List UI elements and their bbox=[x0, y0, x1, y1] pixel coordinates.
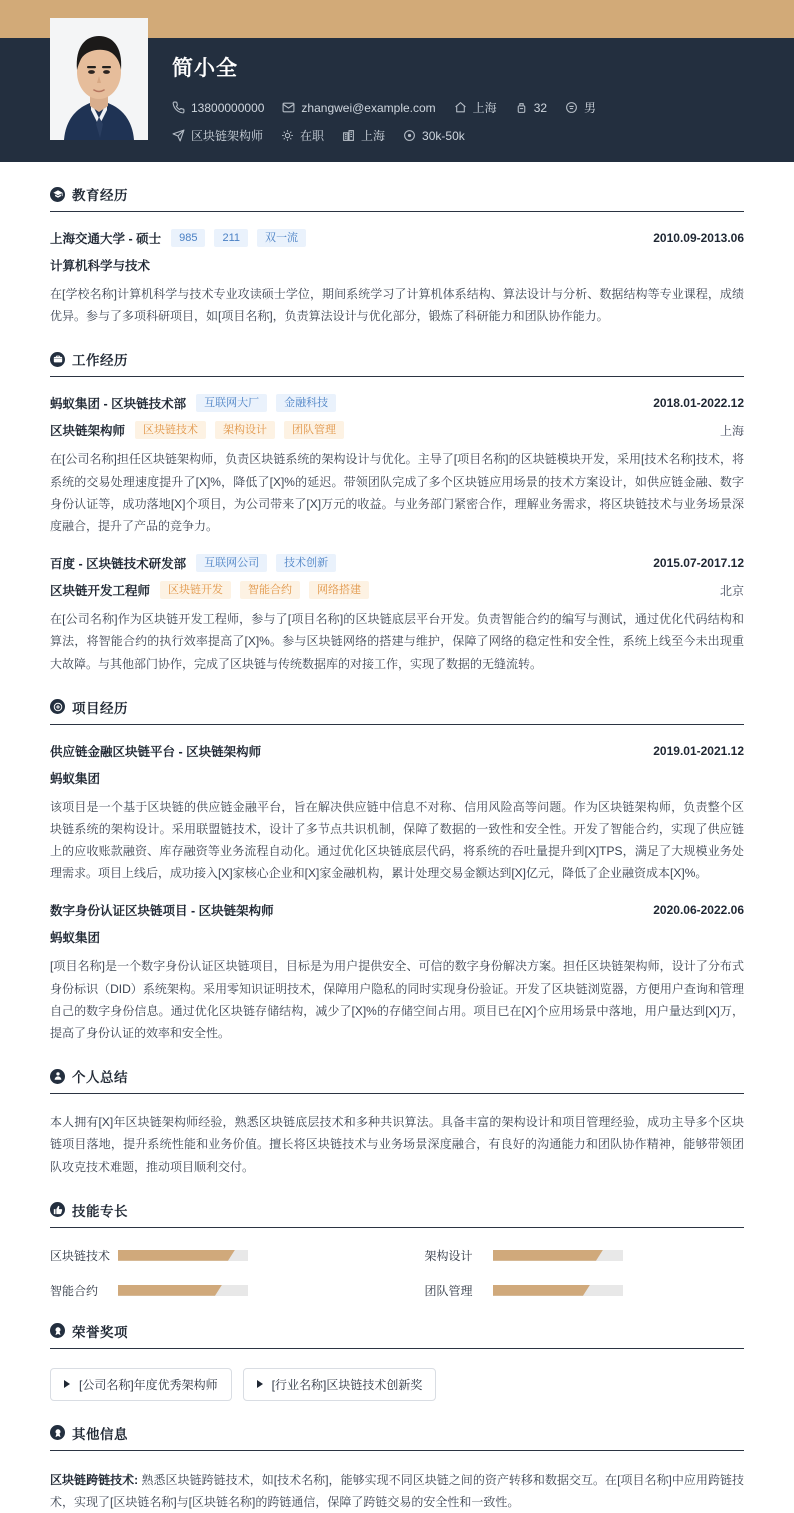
skill-bar-fill bbox=[118, 1250, 235, 1261]
project-entry-head bbox=[50, 901, 744, 919]
project-entry-head bbox=[50, 742, 744, 760]
project-date: 2019.01-2021.12 bbox=[653, 743, 744, 758]
meta-status bbox=[281, 127, 324, 144]
work-role-line bbox=[50, 581, 744, 599]
work-role-line bbox=[50, 421, 744, 439]
header-text-block bbox=[172, 52, 764, 155]
work-entry bbox=[50, 394, 744, 537]
work-company-tag: 技术创新 bbox=[276, 554, 336, 572]
skill-bar-track bbox=[118, 1250, 248, 1261]
award-icon bbox=[50, 1323, 65, 1338]
person-icon bbox=[50, 1069, 65, 1084]
resume-header bbox=[0, 38, 794, 162]
salary-icon bbox=[403, 129, 416, 142]
play-triangle-icon bbox=[257, 1380, 263, 1388]
skill-row bbox=[50, 1247, 370, 1264]
meta-hometown bbox=[454, 99, 497, 116]
phone-icon bbox=[172, 101, 185, 114]
education-entry bbox=[50, 229, 744, 327]
play-triangle-icon bbox=[64, 1380, 70, 1388]
skill-bar-fill bbox=[493, 1285, 591, 1296]
skill-bar-track bbox=[493, 1285, 623, 1296]
project-entry bbox=[50, 742, 744, 885]
work-company: 百度 - 区块链技术研发部 bbox=[50, 557, 187, 572]
section-projects-header bbox=[50, 697, 744, 725]
meta-phone-text: 13800000000 bbox=[191, 100, 265, 115]
work-location: 北京 bbox=[719, 583, 744, 598]
meta-age bbox=[515, 101, 547, 115]
meta-email-text: zhangwei@example.com bbox=[301, 100, 436, 115]
education-major: 计算机科学与技术 bbox=[50, 259, 151, 273]
section-education bbox=[50, 184, 744, 327]
section-honors bbox=[50, 1321, 744, 1401]
work-location: 上海 bbox=[719, 423, 744, 438]
work-company-tag: 互联网公司 bbox=[196, 554, 267, 572]
thumbs-up-icon bbox=[50, 1202, 65, 1217]
honor-chip[interactable] bbox=[50, 1368, 232, 1401]
project-org: 蚂蚁集团 bbox=[50, 771, 101, 786]
send-icon bbox=[172, 129, 185, 142]
work-entry-head bbox=[50, 554, 744, 572]
section-skills-title: 技能专长 bbox=[72, 1203, 128, 1219]
section-work-title: 工作经历 bbox=[72, 353, 128, 369]
gender-icon bbox=[565, 101, 578, 114]
meta-age-text: 32 bbox=[533, 100, 548, 115]
resume-body bbox=[0, 184, 794, 1513]
skill-label: 智能合约 bbox=[50, 1283, 99, 1298]
section-work-header bbox=[50, 349, 744, 377]
honors-list bbox=[50, 1368, 744, 1401]
section-summary bbox=[50, 1066, 744, 1178]
education-entry-head bbox=[50, 229, 744, 247]
graduation-cap-icon bbox=[50, 187, 65, 202]
email-icon bbox=[282, 101, 295, 114]
summary-entry bbox=[50, 1111, 744, 1178]
project-date: 2020.06-2022.06 bbox=[653, 903, 744, 918]
meta-city-text: 上海 bbox=[361, 129, 386, 143]
contact-meta-row-1 bbox=[172, 99, 764, 116]
page-title: 简小全 bbox=[172, 57, 238, 80]
skill-bar-track bbox=[493, 1250, 623, 1261]
work-description: 在[公司名称]作为区块链开发工程师，参与了[项目名称]的区块链底层平台开发。负责智能合约的编写与测试，通过优化代码结构和算法，将智能合约的执行效率提高了[X]%。参与区块链网络的搭建与维护，保障了网络的稳定性和安全性，系统上线至今未出现重大故障。与其他部门协作，完成了区块链与传统数据库的对接工作，实现了数据的无缝流转。 bbox=[50, 612, 744, 671]
section-other-header bbox=[50, 1423, 744, 1451]
section-education-header bbox=[50, 184, 744, 212]
meta-gender-text: 男 bbox=[584, 101, 597, 115]
age-icon bbox=[515, 101, 528, 114]
info-icon bbox=[50, 1425, 65, 1440]
section-other bbox=[50, 1423, 744, 1513]
meta-position-text: 区块链架构师 bbox=[191, 129, 264, 143]
project-entry bbox=[50, 901, 744, 1044]
project-title: 供应链金融区块链平台 - 区块链架构师 bbox=[50, 744, 262, 759]
project-description: 该项目是一个基于区块链的供应链金融平台，旨在解决供应链中信息不对称、信用风险高等问题。作为区块链架构师，负责整个区块链系统的架构设计。采用联盟链技术，设计了多节点共识机制，保障了数据的一致性和安全性。开发了智能合约，实现了供应链上的应收账款融资、库存融资等业务流程自动化。通过优化区块链底层代码，将系统的吞吐量提升到[X]TPS，满足了大规模业务处理需求。项目上线后，成功接入[X]家核心企业和[X]家金融机构，累计处理交易金额达到[X]亿元，降低了企业融资成本[X]%。 bbox=[50, 799, 744, 881]
meta-status-text: 在职 bbox=[300, 129, 325, 143]
honor-chip[interactable] bbox=[243, 1368, 437, 1401]
work-date: 2015.07-2017.12 bbox=[653, 556, 744, 571]
section-projects bbox=[50, 697, 744, 1045]
meta-position bbox=[172, 127, 263, 144]
skill-row bbox=[50, 1282, 370, 1299]
education-date: 2010.09-2013.06 bbox=[653, 231, 744, 245]
section-education-title: 教育经历 bbox=[72, 188, 128, 203]
section-work bbox=[50, 349, 744, 674]
skill-row bbox=[425, 1282, 745, 1299]
work-skill-tag: 区块链技术 bbox=[135, 421, 206, 439]
section-projects-title: 项目经历 bbox=[72, 700, 128, 716]
project-description: [项目名称]是一个数字身份认证区块链项目，目标是为用户提供安全、可信的数字身份解决方案。担任区块链架构师，设计了分布式身份标识（DID）系统架构。采用零知识证明技术，保障用户隐私的同时实现身份验证。开发了区块链浏览器，方便用户查询和管理自己的数字身份信息。通过优化区块链存储结构，减少了[X]%的存储空间占用。项目已在[X]个应用场景中落地，用户量达到[X]万，提高了身份认证的效率和安全性。 bbox=[50, 959, 744, 1040]
skill-label: 架构设计 bbox=[424, 1248, 473, 1263]
other-item-label: 区块链跨链技术: bbox=[50, 1472, 139, 1487]
education-tag: 985 bbox=[171, 229, 205, 247]
education-school: 上海交通大学 - 硕士 bbox=[50, 232, 162, 246]
home-icon bbox=[454, 101, 467, 114]
work-company-tag: 互联网大厂 bbox=[196, 394, 267, 412]
work-entry bbox=[50, 554, 744, 675]
summary-text: 本人拥有[X]年区块链架构师经验，熟悉区块链底层技术和多种共识算法。具备丰富的架构设计和项目管理经验，成功主导多个区块链项目落地，提升系统性能和业务价值。擅长将区块链技术与业务场景深度融合，有良好的沟通能力和团队协作精神，能够带领团队攻克技术难题，推动项目顺利交付。 bbox=[50, 1115, 744, 1174]
work-skill-tag: 智能合约 bbox=[240, 581, 300, 599]
section-skills-header bbox=[50, 1200, 744, 1228]
project-icon bbox=[50, 699, 65, 714]
work-date: 2018.01-2022.12 bbox=[653, 396, 744, 411]
honor-chip-label: [行业名称]区块链技术创新奖 bbox=[271, 1377, 423, 1392]
work-company: 蚂蚁集团 - 区块链技术部 bbox=[50, 397, 187, 412]
project-org: 蚂蚁集团 bbox=[50, 931, 101, 946]
work-description: 在[公司名称]担任区块链架构师，负责区块链系统的架构设计与优化。主导了[项目名称]的区块链模块开发，采用[技术名称]技术，将系统的交易处理速度提升了[X]%，降低了[X]%的延迟。带领团队完成了多个区块链应用场景的技术方案设计，如供应链金融、数字身份认证等，成功落地[X]个项目，为公司带来了[X]万元的收益。与业务部门紧密合作，理解业务需求，将区块链技术与业务场景深度融合，提升了产品的竞争力。 bbox=[50, 452, 744, 533]
meta-salary bbox=[403, 129, 465, 143]
meta-city bbox=[342, 127, 385, 144]
project-title: 数字身份认证区块链项目 - 区块链架构师 bbox=[50, 904, 274, 919]
work-role: 区块链架构师 bbox=[50, 424, 126, 439]
section-other-title: 其他信息 bbox=[72, 1426, 128, 1442]
city-icon bbox=[342, 129, 355, 142]
section-honors-title: 荣誉奖项 bbox=[72, 1324, 128, 1340]
section-summary-header bbox=[50, 1066, 744, 1094]
skill-label: 团队管理 bbox=[424, 1283, 473, 1298]
section-skills bbox=[50, 1200, 744, 1299]
work-role: 区块链开发工程师 bbox=[50, 584, 151, 599]
contact-meta-row-2 bbox=[172, 127, 764, 144]
skill-bar-track bbox=[118, 1285, 248, 1296]
skill-bar-fill bbox=[118, 1285, 222, 1296]
work-skill-tag: 网络搭建 bbox=[309, 581, 369, 599]
other-item bbox=[50, 1469, 744, 1513]
meta-email bbox=[282, 101, 435, 115]
honor-chip-label: [公司名称]年度优秀架构师 bbox=[79, 1377, 218, 1392]
education-tag: 211 bbox=[214, 229, 248, 247]
meta-hometown-text: 上海 bbox=[472, 101, 497, 115]
work-skill-tag: 团队管理 bbox=[284, 421, 344, 439]
skills-grid bbox=[50, 1247, 744, 1299]
work-company-tag: 金融科技 bbox=[276, 394, 336, 412]
meta-salary-text: 30k-50k bbox=[422, 128, 465, 143]
status-icon bbox=[281, 129, 294, 142]
avatar bbox=[50, 18, 148, 140]
education-description: 在[学校名称]计算机科学与技术专业攻读硕士学位，期间系统学习了计算机体系结构、算法设计与分析、数据结构等专业课程，成绩优异。参与了多项科研项目，如[项目名称]，负责算法设计与优化部分，锻炼了科研能力和团队协作能力。 bbox=[50, 287, 744, 324]
skill-label: 区块链技术 bbox=[50, 1248, 111, 1263]
work-skill-tag: 区块链开发 bbox=[160, 581, 231, 599]
skill-bar-fill bbox=[493, 1250, 604, 1261]
work-entry-head bbox=[50, 394, 744, 412]
meta-phone bbox=[172, 101, 264, 115]
education-tag: 双一流 bbox=[257, 229, 306, 247]
briefcase-icon bbox=[50, 352, 65, 367]
work-skill-tag: 架构设计 bbox=[215, 421, 275, 439]
section-honors-header bbox=[50, 1321, 744, 1349]
section-summary-title: 个人总结 bbox=[72, 1070, 128, 1086]
meta-gender bbox=[565, 99, 596, 116]
other-item-body: 熟悉区块链跨链技术，如[技术名称]，能够实现不同区块链之间的资产转移和数据交互。在[项目名称]中应用跨链技术，实现了[区块链名称]与[区块链名称]的跨链通信，保障了跨链交易的安全性和一致性。 bbox=[50, 1472, 744, 1509]
skill-row bbox=[425, 1247, 745, 1264]
